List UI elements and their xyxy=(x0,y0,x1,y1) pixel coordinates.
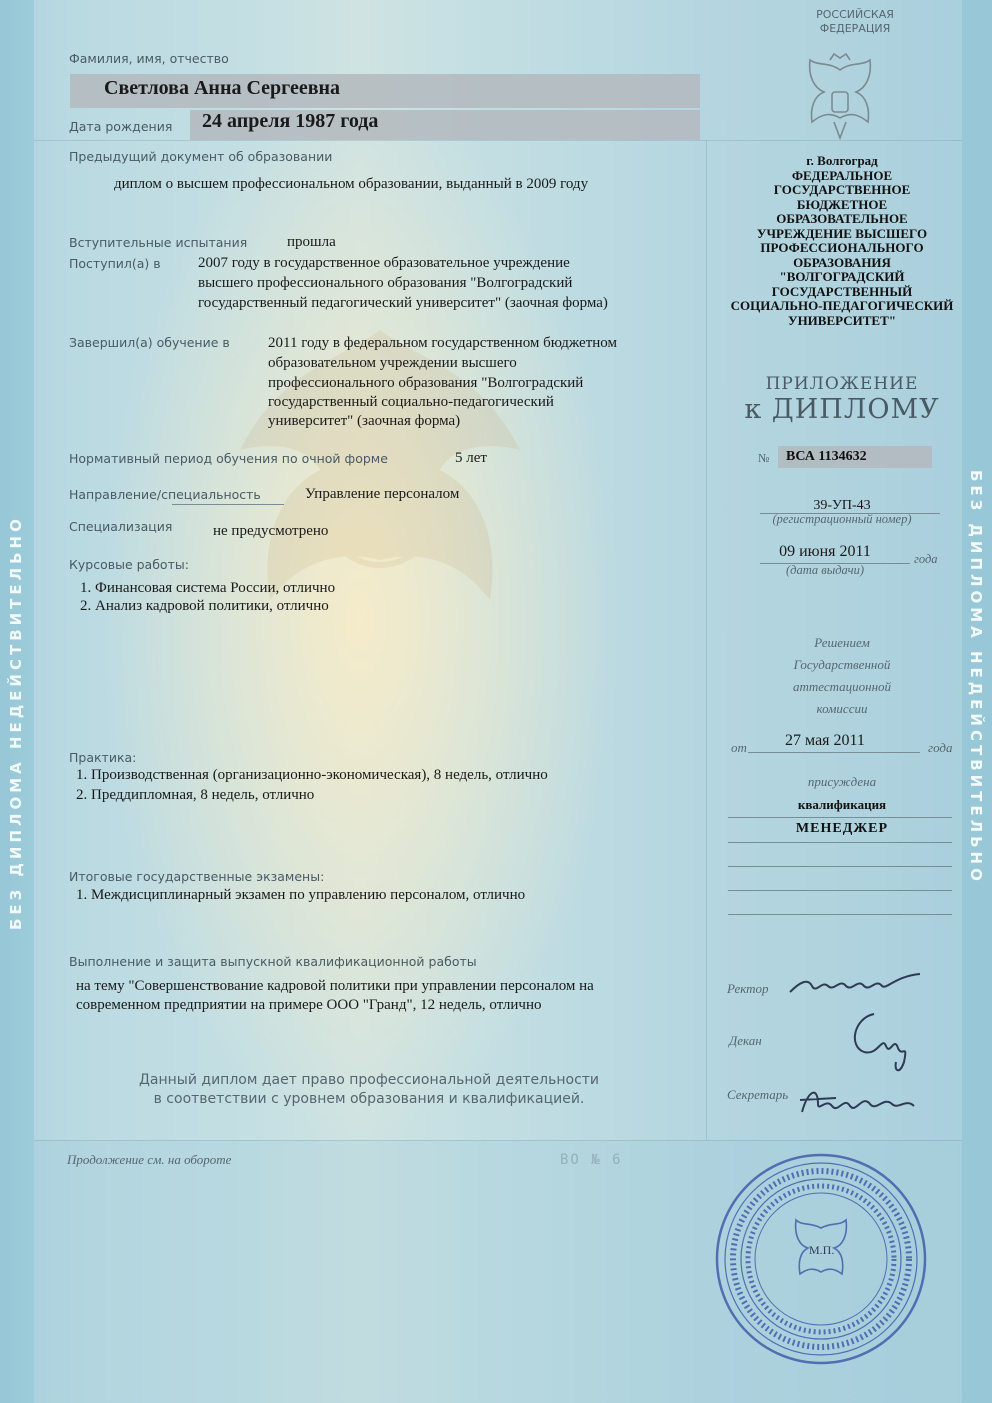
thesis-line: на тему "Совершенствование кадровой политики при управлении персоналом на xyxy=(76,978,594,994)
exams-item: 1. Междисциплинарный экзамен по управлению персоналом, отлично xyxy=(76,887,526,903)
institution-line: ГОСУДАРСТВЕННЫЙ xyxy=(771,283,913,299)
institution-block xyxy=(724,154,960,328)
appendix-title-1: ПРИЛОЖЕНИЕ xyxy=(765,374,919,394)
secretary-signature xyxy=(796,1082,920,1122)
finished-label: Завершил(а) обучение в xyxy=(69,335,230,350)
institution-line: ГОСУДАРСТВЕННОЕ xyxy=(773,182,911,197)
specialization-value: не предусмотрено xyxy=(213,523,329,539)
rights-line-2: в соответствии с уровнем образования и квалификацией. xyxy=(153,1091,585,1107)
thesis-line: современном предприятии на примере ООО "Гранд", 12 недель, отлично xyxy=(76,997,542,1013)
mp-mark: М.П. xyxy=(809,1243,835,1257)
appendix-title-2: к ДИПЛОМУ xyxy=(744,394,940,425)
rector-label: Ректор xyxy=(727,981,769,996)
dean-label: Декан xyxy=(729,1033,762,1048)
side-text-right: БЕЗ ДИПЛОМА НЕДЕЙСТВИТЕЛЬНО xyxy=(967,470,985,885)
specialization-label: Специализация xyxy=(69,519,173,534)
awarded-line-1: присуждена xyxy=(807,774,877,789)
admitted-line: 2007 году в государственное образовательное учреждение xyxy=(198,255,570,271)
qualification-rule xyxy=(728,817,952,818)
blank-rule xyxy=(728,890,952,891)
decision-block xyxy=(724,632,960,720)
direction-label-underline xyxy=(172,504,284,505)
qualification-value: МЕНЕДЖЕР xyxy=(795,821,889,836)
period-label: Нормативный период обучения по очной форме xyxy=(69,451,388,466)
admitted-line: высшего профессионального образования "Волгоградский xyxy=(198,275,573,291)
dob-label: Дата рождения xyxy=(69,119,173,134)
institution-line: "ВОЛГОГРАДСКИЙ xyxy=(779,269,905,284)
decision-underline xyxy=(748,752,920,753)
entrance-label: Вступительные испытания xyxy=(69,235,248,250)
blank-rule xyxy=(728,866,952,867)
rector-signature xyxy=(786,968,926,1004)
direction-value: Управление персоналом xyxy=(305,486,460,502)
thesis-label: Выполнение и защита выпускной квалификационной работы xyxy=(69,954,477,969)
name-label: Фамилия, имя, отчество xyxy=(69,51,229,66)
finished-line: государственный социально-педагогический xyxy=(268,394,554,410)
institution-line: г. Волгоград xyxy=(806,153,878,168)
country-line-1: РОССИЙСКАЯ xyxy=(816,8,894,21)
footer-divider xyxy=(34,1140,962,1141)
decision-line: Решением xyxy=(814,635,870,650)
issue-year-word: года xyxy=(914,552,938,566)
official-seal xyxy=(712,1150,930,1368)
birth-date: 24 апреля 1987 года xyxy=(202,110,379,132)
institution-line: СОЦИАЛЬНО-ПЕДАГОГИЧЕСКИЙ xyxy=(730,298,954,313)
column-divider xyxy=(706,140,707,1140)
admitted-label: Поступил(а) в xyxy=(69,256,161,271)
direction-label: Направление/специальность xyxy=(69,487,261,502)
finished-line: университет" (заочная форма) xyxy=(268,413,461,429)
practice-item: 2. Преддипломная, 8 недель, отлично xyxy=(76,787,315,803)
side-text-left: БЕЗ ДИПЛОМА НЕДЕЙСТВИТЕЛЬНО xyxy=(7,515,25,930)
decision-line: комиссии xyxy=(816,701,868,716)
coursework-label: Курсовые работы: xyxy=(69,557,189,572)
decision-date: 27 мая 2011 xyxy=(785,732,865,749)
reg-label: (регистрационный номер) xyxy=(772,512,912,526)
period-value: 5 лет xyxy=(455,450,487,466)
full-name: Светлова Анна Сергеевна xyxy=(104,77,341,99)
faint-serial: ВО № 6 xyxy=(560,1152,623,1168)
exams-label: Итоговые государственные экзамены: xyxy=(69,869,325,884)
institution-line: БЮДЖЕТНОЕ xyxy=(796,196,888,212)
dean-signature xyxy=(834,1006,924,1078)
entrance-value: прошла xyxy=(287,234,336,250)
country-heading xyxy=(760,8,950,36)
decision-year-word: года xyxy=(928,740,953,755)
coursework-item: 1. Финансовая система России, отлично xyxy=(80,580,336,596)
institution-line: ФЕДЕРАЛЬНОЕ xyxy=(791,167,893,183)
appendix-number: ВСА 1134632 xyxy=(786,449,867,464)
secretary-label: Секретарь xyxy=(727,1087,789,1102)
number-sign: № xyxy=(758,451,770,465)
institution-line: УНИВЕРСИТЕТ" xyxy=(788,312,896,328)
finished-line: профессионального образования "Волгоградский xyxy=(268,375,584,391)
country-line-2: ФЕДЕРАЦИЯ xyxy=(819,22,891,35)
prev-doc-label: Предыдущий документ об образовании xyxy=(69,149,333,164)
finished-line: образовательном учреждении высшего xyxy=(268,355,517,371)
practice-item: 1. Производственная (организационно-экономическая), 8 недель, отлично xyxy=(76,767,548,783)
decision-line: аттестационной xyxy=(792,679,892,694)
rights-line-1: Данный диплом дает право профессиональной деятельности xyxy=(138,1072,600,1088)
continuation-note: Продолжение см. на обороте xyxy=(67,1152,232,1167)
admitted-line: государственный педагогический университет" (заочная форма) xyxy=(198,295,608,311)
institution-line: ПРОФЕССИОНАЛЬНОГО xyxy=(760,240,924,255)
practice-label: Практика: xyxy=(69,750,137,765)
awarded-line-2: квалификация xyxy=(797,797,887,812)
institution-line: ОБРАЗОВАТЕЛЬНОЕ xyxy=(776,211,908,226)
blank-rule xyxy=(728,914,952,915)
rights-statement xyxy=(34,1071,704,1109)
decision-line: Государственной xyxy=(793,657,891,672)
institution-line: УЧРЕЖДЕНИЕ ВЫСШЕГО xyxy=(756,225,928,241)
from-word: от xyxy=(731,740,747,755)
issue-date: 09 июня 2011 xyxy=(779,543,871,560)
reg-number: 39-УП-43 xyxy=(813,498,871,513)
coursework-item: 2. Анализ кадровой политики, отлично xyxy=(80,598,329,614)
blank-rule xyxy=(728,842,952,843)
finished-line: 2011 году в федеральном государственном бюджетном xyxy=(268,335,617,351)
coat-of-arms-icon xyxy=(800,52,880,142)
institution-line: ОБРАЗОВАНИЯ xyxy=(793,254,891,270)
issue-label: (дата выдачи) xyxy=(786,563,864,577)
prev-doc-value: диплом о высшем профессиональном образовании, выданный в 2009 году xyxy=(114,176,589,192)
